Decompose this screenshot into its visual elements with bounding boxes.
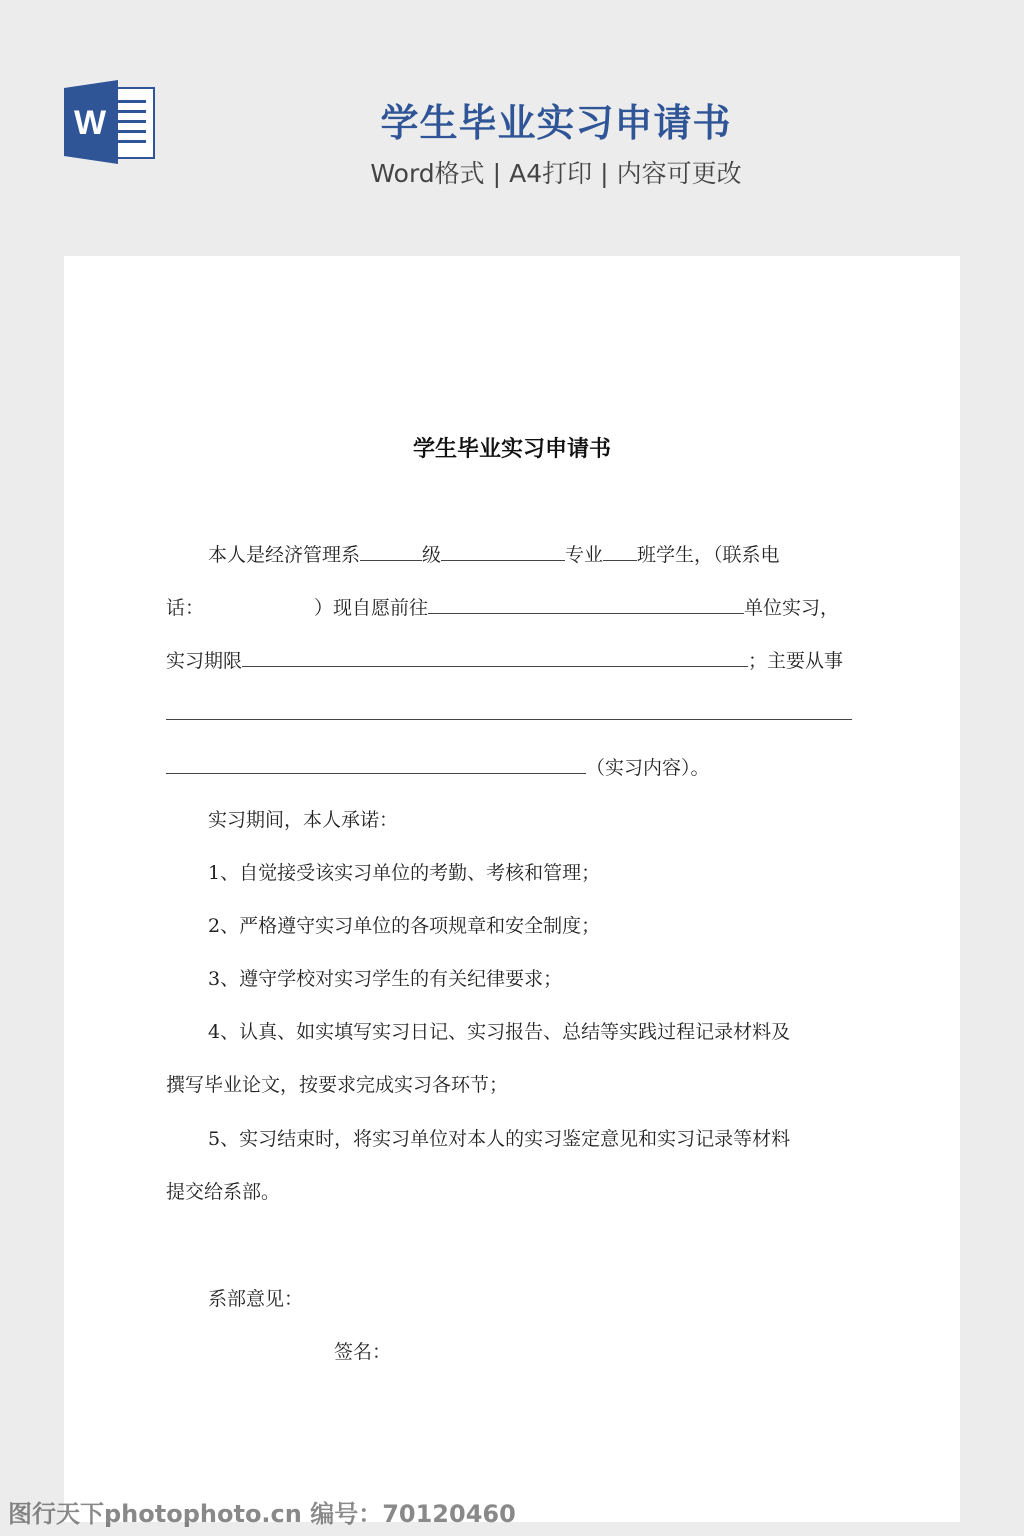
subtitle-editable: 内容可更改 [616, 159, 742, 188]
subtitle-separator: | [492, 159, 502, 188]
para1-line1 [208, 540, 780, 569]
blank-grade[interactable] [360, 540, 422, 561]
signature-label: 签名： [334, 1341, 392, 1363]
text-period: 实习期限 [166, 650, 243, 672]
blank-class[interactable] [603, 540, 637, 561]
para1-line2 [166, 593, 839, 622]
promise-intro: 实习期间，本人承诺： [208, 809, 399, 831]
subtitle-print: A4打印 [509, 159, 593, 188]
watermark: 图行天下photophoto.cn 编号：70120460 [8, 1500, 516, 1528]
promise-item-2: 2、严格遵守实习单位的各项规章和安全制度； [208, 915, 601, 937]
header-subtitle [300, 154, 812, 190]
dept-opinion-label: 系部意见： [208, 1288, 304, 1310]
blank-content-2[interactable] [166, 753, 586, 774]
blank-major[interactable] [441, 540, 565, 561]
promise-item-4-cont: 撰写毕业论文，按要求完成实习各环节； [166, 1074, 509, 1096]
text-unit: 单位实习， [744, 597, 840, 619]
blank-unit[interactable] [428, 593, 744, 614]
para1-line5 [166, 753, 710, 782]
document-page [64, 256, 960, 1522]
text-content-label: （实习内容）。 [586, 757, 710, 779]
promise-item-4: 4、认真、如实填写实习日记、实习报告、总结等实践过程记录材料及 [208, 1021, 791, 1043]
text-grade: 级 [422, 544, 442, 566]
blank-content-1[interactable] [166, 699, 852, 720]
header-title: 学生毕业实习申请书 [380, 101, 732, 145]
para1-line4 [166, 699, 852, 728]
subtitle-separator: | [600, 159, 609, 188]
text-dept: 本人是经济管理系 [208, 544, 361, 566]
text-phone: 话： [166, 597, 205, 619]
blank-period[interactable] [242, 646, 748, 667]
promise-item-5: 5、实习结束时，将实习单位对本人的实习鉴定意见和实习记录等材料 [208, 1128, 791, 1150]
document-title: 学生毕业实习申请书 [412, 436, 611, 462]
para1-line3 [166, 646, 843, 675]
subtitle-format: Word格式 [370, 159, 485, 188]
promise-item-1: 1、自觉接受该实习单位的考勤、考核和管理； [208, 862, 601, 884]
text-goto: ）现自愿前往 [314, 597, 429, 619]
promise-item-5-cont: 提交给系部。 [166, 1181, 281, 1203]
header [0, 0, 1024, 240]
promise-item-3: 3、遵守学校对实习学生的有关纪律要求； [208, 968, 563, 990]
svg-text:W: W [73, 104, 107, 142]
word-doc-icon [64, 80, 156, 164]
text-class: 班学生，（联系电 [637, 544, 780, 566]
text-main-work: ；主要从事 [748, 650, 844, 672]
text-major: 专业 [565, 544, 604, 566]
